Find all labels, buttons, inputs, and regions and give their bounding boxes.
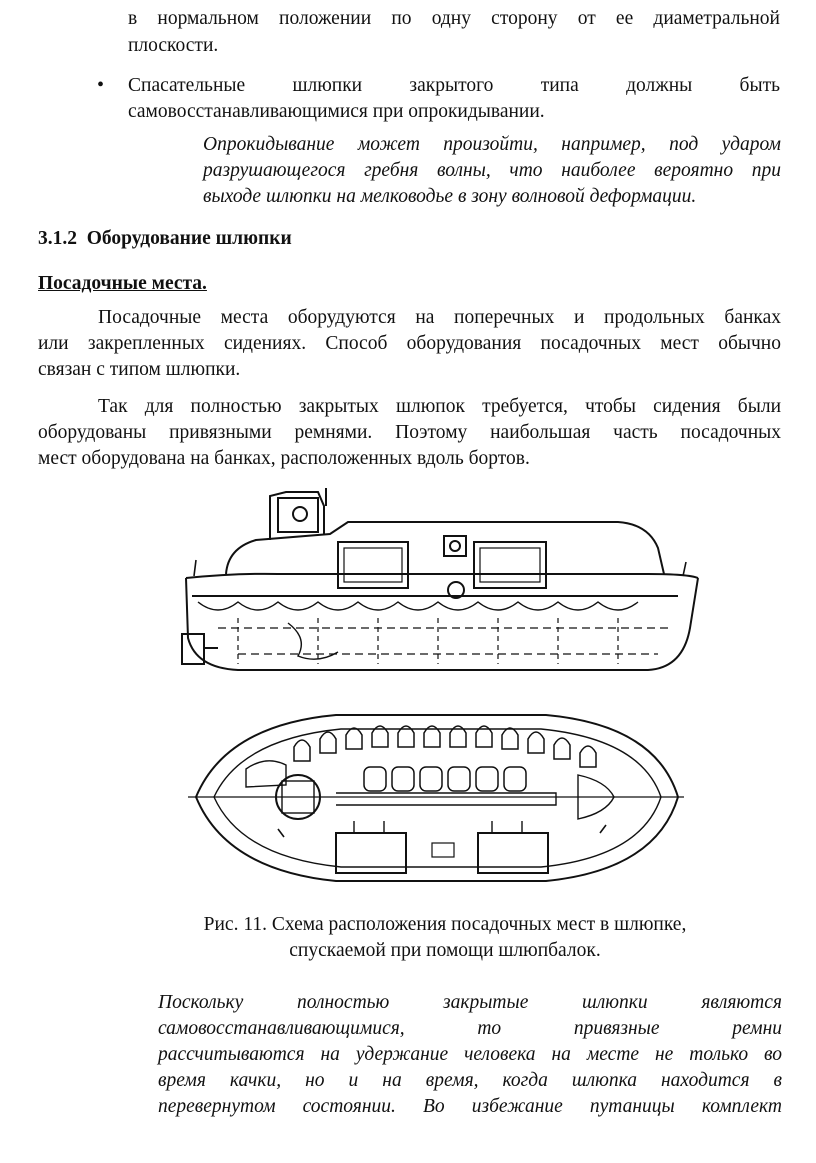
italic-note-line: самовосстанавливающимися, то привязные ремни xyxy=(158,1018,782,1039)
paragraph-line: Посадочные места оборудуются на поперечных и продольных банках xyxy=(98,307,781,328)
lifeboat-side-view-drawing xyxy=(178,478,704,688)
figure-caption-line: спускаемой при помощи шлюпбалок. xyxy=(289,940,601,961)
italic-note-line: время качки, но и на время, когда шлюпка находится в xyxy=(158,1070,782,1091)
italic-note-line: Поскольку полностью закрытые шлюпки являются xyxy=(158,992,782,1013)
section-title: Оборудование шлюпки xyxy=(86,228,292,249)
section-number: 3.1.2 xyxy=(38,228,77,249)
italic-note-line: Опрокидывание может произойти, например, под ударом xyxy=(203,134,781,155)
text-line: плоскости. xyxy=(128,35,219,56)
paragraph-line: оборудованы привязными ремнями. Поэтому наибольшая часть посадочных xyxy=(38,422,781,443)
bullet-text-line: самовосстанавливающимися при опрокидывании. xyxy=(128,101,545,122)
italic-note-line: перевернутом состоянии. Во избежание путаницы комплект xyxy=(158,1096,782,1117)
lifeboat-plan-view-drawing xyxy=(186,705,686,890)
italic-note-line: выходе шлюпки на мелководье в зону волновой деформации. xyxy=(203,186,697,207)
figure-caption-line: Рис. 11. Схема расположения посадочных мест в шлюпке, xyxy=(203,914,687,935)
italic-note-line: разрушающегося гребня волны, что наиболее вероятно при xyxy=(203,160,781,181)
paragraph-line: мест оборудована на банках, расположенных вдоль бортов. xyxy=(38,448,530,469)
paragraph-line: или закрепленных сидениях. Способ оборудования посадочных мест обычно xyxy=(38,333,781,354)
bullet-text-line: Спасательные шлюпки закрытого типа должны быть xyxy=(128,75,780,96)
italic-note-line: рассчитываются на удержание человека на месте не только во xyxy=(158,1044,782,1065)
section-heading xyxy=(38,228,292,250)
subsection-heading: Посадочные места. xyxy=(38,273,207,294)
text-line: в нормальном положении по одну сторону от ее диаметральной xyxy=(128,8,780,29)
bullet-marker: • xyxy=(97,74,105,96)
figure-caption xyxy=(100,912,790,964)
paragraph-line: Так для полностью закрытых шлюпок требуется, чтобы сидения были xyxy=(98,396,781,417)
paragraph-line: связан с типом шлюпки. xyxy=(38,359,241,380)
